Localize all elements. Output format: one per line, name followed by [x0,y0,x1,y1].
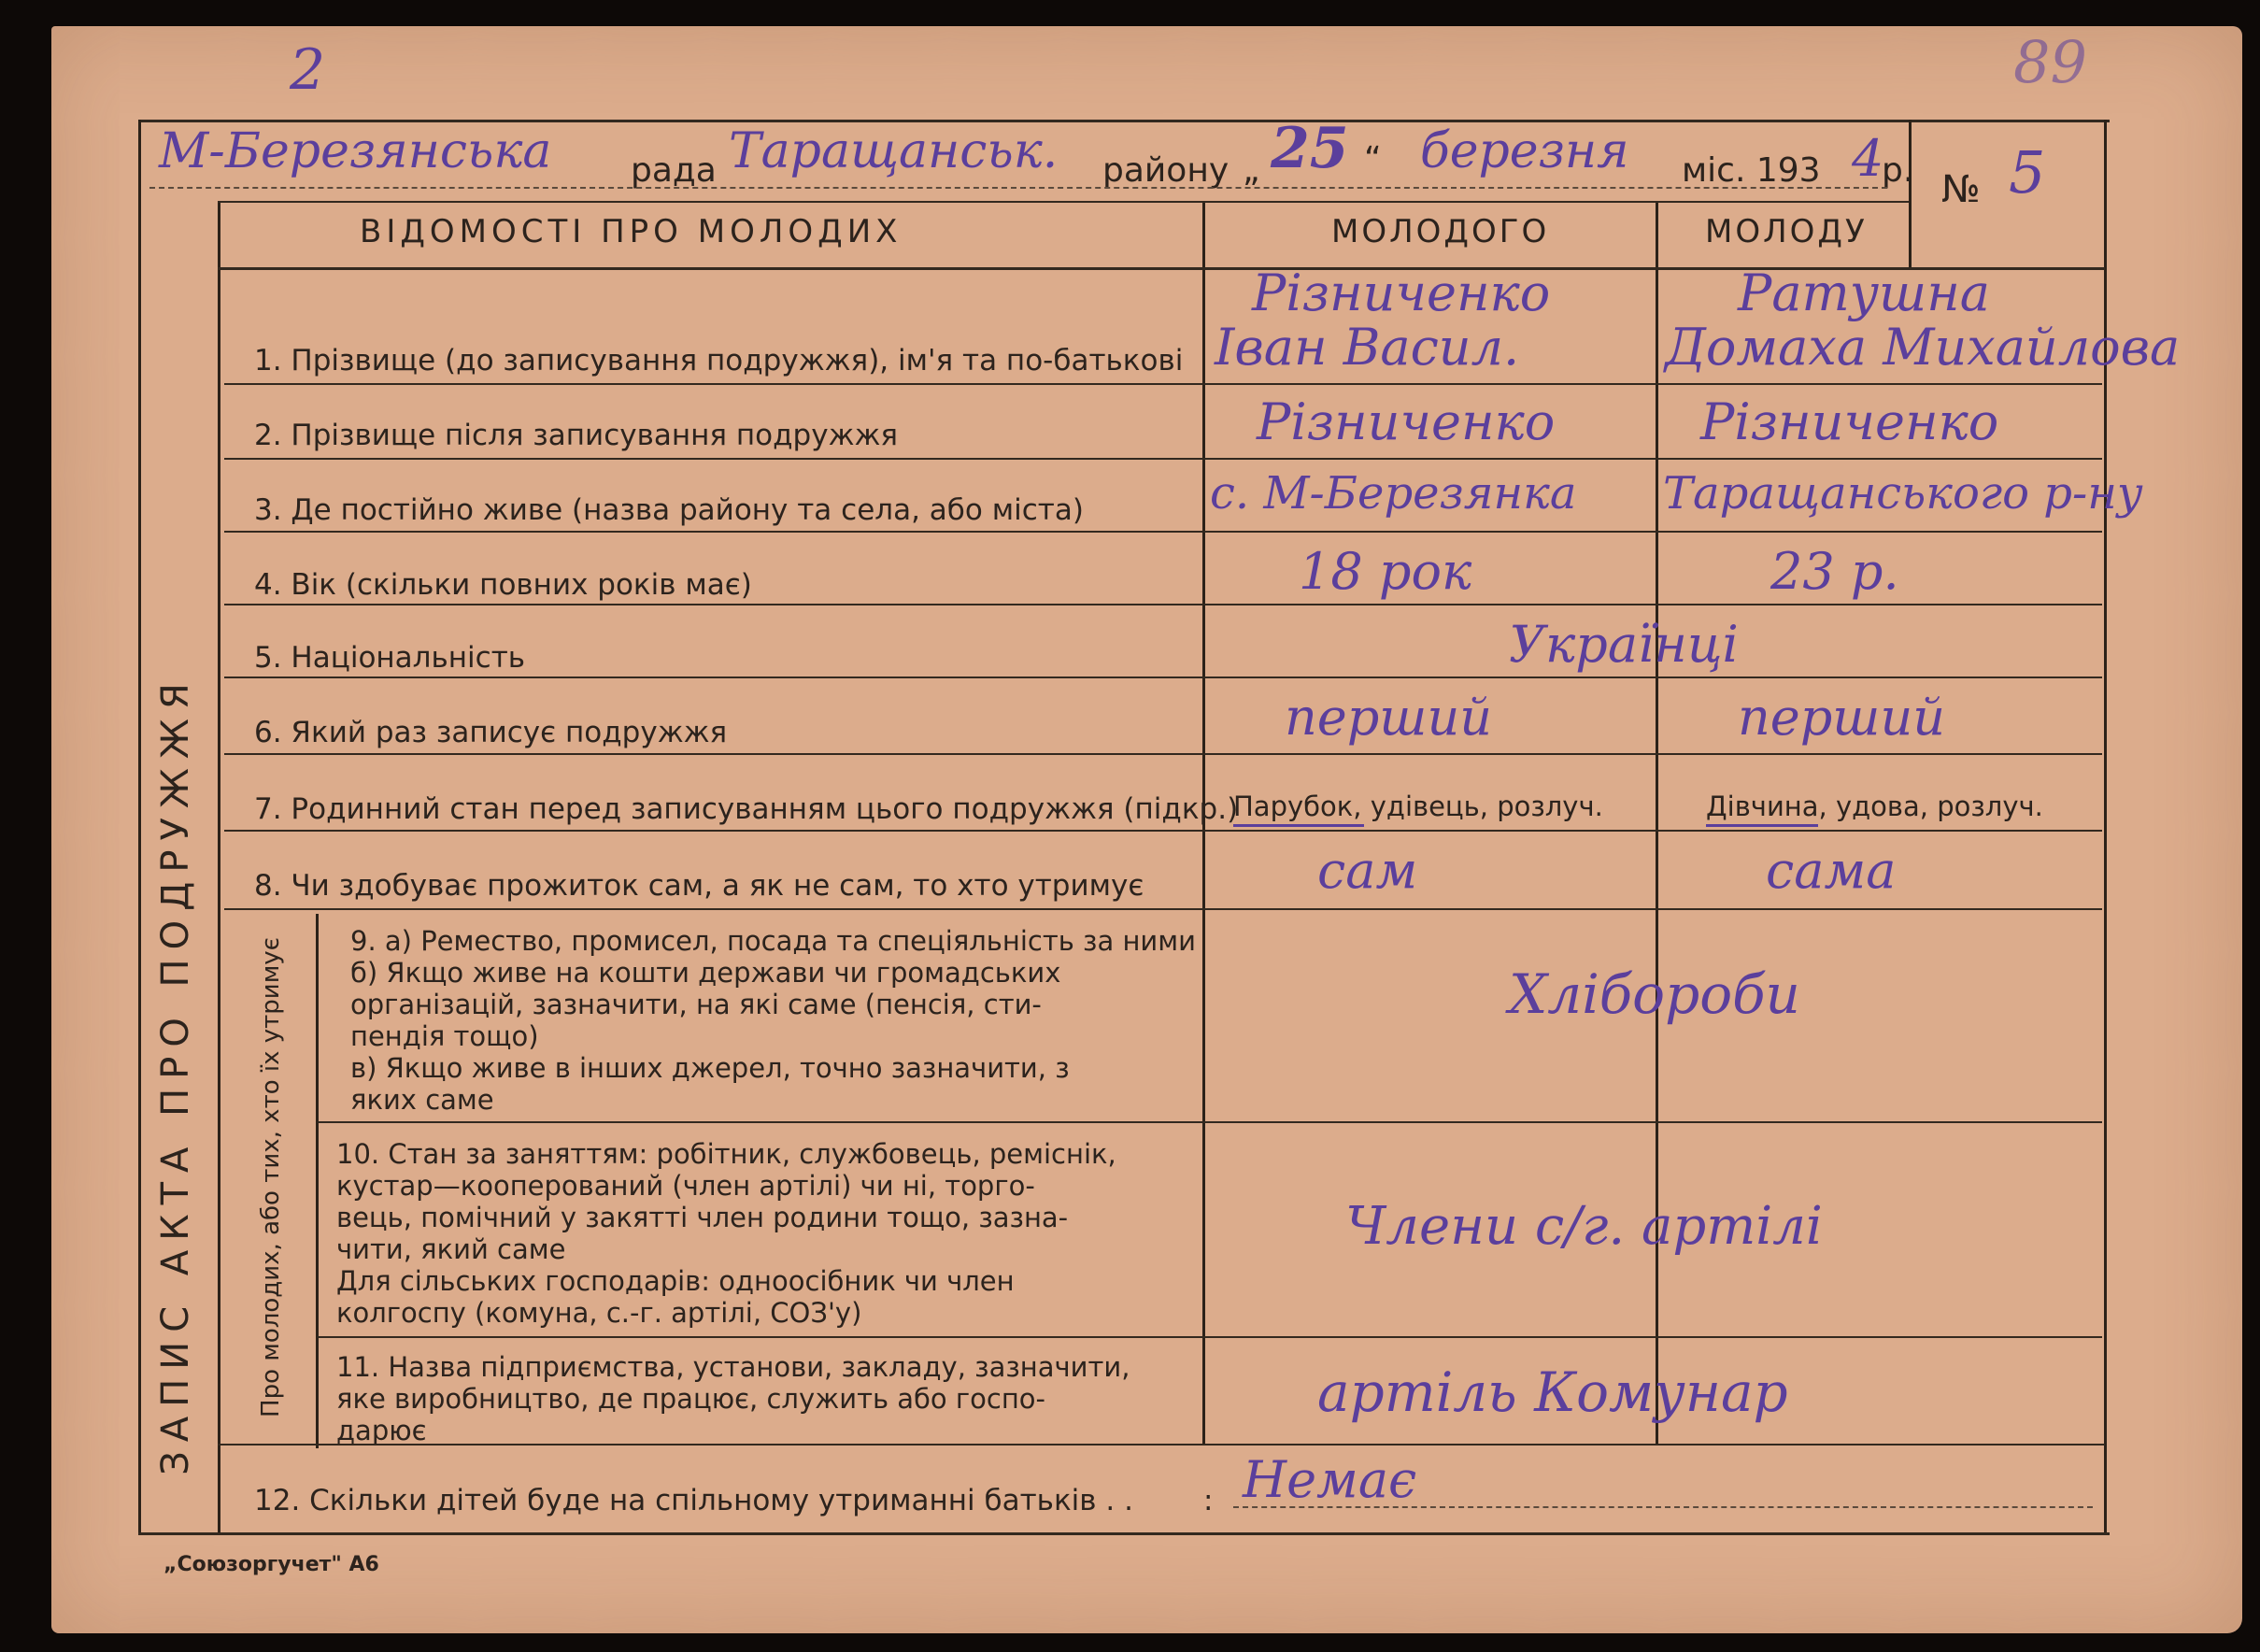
row2-groom: Різниченко [1257,392,1556,451]
frame-left [138,120,141,1532]
row9-answer: Хлібороби [1509,962,1800,1026]
row8-groom: сам [1317,841,1418,900]
col-header-info: ВІДОМОСТІ ПРО МОЛОДИХ [360,213,903,250]
row8-rule [224,908,2102,910]
month-value: березня [1420,123,1629,179]
subgroup-divider [316,914,319,1448]
row1-rule [224,383,2102,385]
frame-top [138,120,2110,122]
archive-page-number: 89 [2013,28,2087,96]
row10-rule [318,1336,2102,1338]
row3-bride: Таращанського р-ну [1663,467,2143,520]
row11-rule [218,1444,2105,1446]
row9-rule [318,1121,2102,1123]
header-underline [149,187,1887,189]
row5-label: 5. Національність [254,641,526,675]
council-name: М-Березянська [159,123,552,179]
row7-bride: Дівчина, удова, розлуч. [1706,790,2043,822]
row4-rule [224,604,2102,605]
year-digit: 4 [1852,129,1884,188]
row12-answer: Немає [1243,1450,1417,1509]
row1-label: 1. Прізвище (до записування подружжя), ім'я та по-батькові [254,344,1184,377]
row10-answer: Члени с/г. артілі [1345,1196,1823,1257]
row7-groom: Парубок, удівець, розлуч. [1233,790,1603,822]
inner-left [218,201,220,1532]
row8-label: 8. Чи здобуває прожиток сам, а як не сам, то хто утримує [254,869,1144,903]
district-word: району [1102,151,1229,190]
row4-groom: 18 рок [1299,542,1472,601]
row6-groom: перший [1285,688,1493,747]
side-subtitle: Про молодих, або тих, хто їх утримує [257,937,285,1417]
row1-bride-name: Домаха Михайлова [1665,318,2181,377]
day-value: 25 [1271,116,1349,181]
row2-rule [224,458,2102,460]
corner-mark: 2 [290,37,326,103]
row2-bride: Різниченко [1700,392,1999,451]
district-name: Таращанськ. [729,123,1059,179]
council-word: рада [631,151,717,190]
record-number: 5 [2009,138,2046,206]
row7-groom-underline [1233,824,1364,827]
row9-text: 9. а) Ремество, промисел, посада та спеціяльність за ними б) Якщо живе на кошти держави чи громадських організацій, зазначити, на які саме (пенсія, сти- пендія тощо) в) Якщо живе в інших джерел, точно зазначити, з яких саме [350,925,1197,1116]
row4-label: 4. Вік (скільки повних років має) [254,568,752,602]
row11-text: 11. Назва підприємства, установи, закладу, зазначити, яке виробництво, де працює, служить або госпо- дарює [336,1351,1130,1446]
year-suffix: р. [1882,151,1914,190]
row12-underline [1233,1506,2093,1508]
row2-label: 2. Прізвище після записування подружжя [254,419,899,452]
row8-bride: сама [1766,841,1897,900]
row1-groom-name: Іван Васил. [1215,318,1520,377]
side-title: ЗАПИС АКТА ПРО ПОДРУЖЖЯ [154,674,197,1475]
row5-rule [224,676,2102,678]
row10-text: 10. Стан за заняттям: робітник, службовець, реміснік, кустар—кооперований (член артілі) чи ні, торго- вець, помічний у закятті член родини тощо, зазна- чити, який саме Для сільських господарів: одноосібник чи член колгоспу (комуна, с.-г. артілі, СОЗ'у) [336,1138,1116,1329]
row5-both: Українці [1509,615,1739,674]
row7-rule [224,830,2102,832]
year-prefix: міс. 193 [1682,151,1821,190]
row7-label: 7. Родинний стан перед записуванням цього подружжя (підкр.) [254,792,1239,826]
printer-imprint: „Союзоргучет" А6 [163,1553,379,1576]
row3-label: 3. Де постійно живе (назва району та села, або міста) [254,493,1084,527]
row11-answer: артіль Комунар [1317,1360,1788,1424]
row3-rule [224,531,2102,533]
row3-groom: с. М-Березянка [1210,467,1577,520]
row6-rule [224,753,2102,755]
row7-bride-underline [1706,824,1818,827]
day-quote-open: „ [1243,151,1260,190]
row1-groom-surname: Різниченко [1252,263,1551,322]
frame-bottom [138,1532,2110,1535]
col-header-bride: МОЛОДУ [1705,213,1868,250]
header-separator [218,201,1909,203]
row4-bride: 23 р. [1770,542,1899,601]
day-quote-close: “ [1364,140,1382,178]
row1-bride-surname: Ратушна [1738,263,1990,322]
row12-colon: : [1203,1484,1214,1517]
row6-label: 6. Який раз записує подружжя [254,716,728,749]
number-label: № [1941,168,1981,211]
col-header-groom: МОЛОДОГО [1331,213,1550,250]
col-divider-2 [1656,201,1658,1444]
row6-bride: перший [1738,688,1946,747]
number-box-divider [1909,120,1912,267]
row12-label: 12. Скільки дітей буде на спільному утриманні батьків . . [254,1484,1133,1517]
